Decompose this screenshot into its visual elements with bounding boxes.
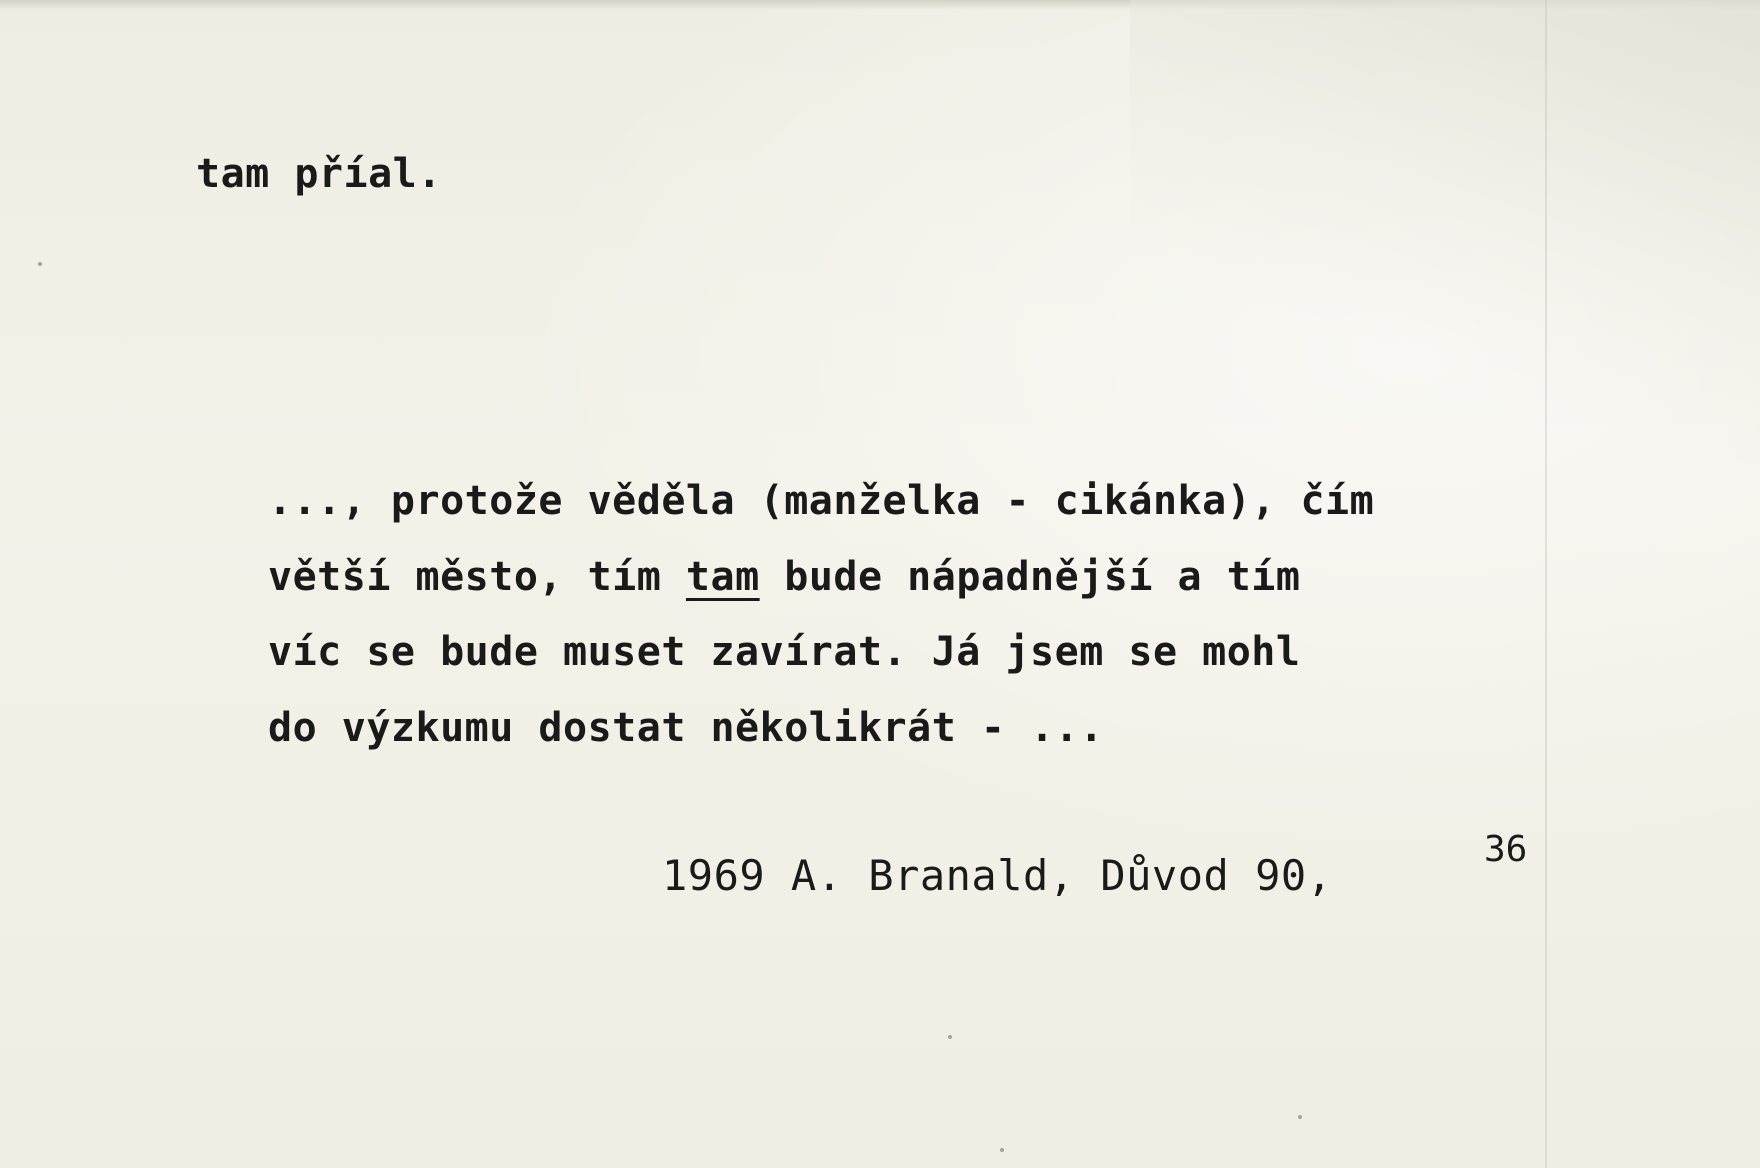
quote-line-4: do výzkumu dostat několikrát - ... bbox=[268, 705, 1104, 751]
paper-speck bbox=[1000, 1148, 1004, 1152]
source-citation: 1969 A. Branald, Důvod 90, bbox=[662, 851, 1333, 900]
paper-speck bbox=[948, 1035, 952, 1039]
underlined-headword: tam bbox=[685, 554, 760, 600]
quote-line-1: ..., protože věděla (manželka - cikánka), čím bbox=[268, 478, 1375, 524]
quote-line-2 bbox=[268, 553, 1300, 601]
card-right-edge bbox=[1545, 0, 1547, 1168]
paper-speck bbox=[38, 262, 42, 266]
paper-speck bbox=[1298, 1115, 1302, 1119]
card-top-edge bbox=[0, 0, 1760, 10]
quote-line-2-end: bude nápadnější a tím bbox=[759, 554, 1301, 600]
paper-fold-shade bbox=[1130, 0, 1760, 460]
page-number: 36 bbox=[1484, 829, 1528, 870]
quote-line-3: víc se bude muset zavírat. Já jsem se mohl bbox=[268, 629, 1301, 675]
quote-line-2-start: větší město, tím bbox=[268, 554, 686, 600]
headword: tam příal. bbox=[196, 151, 442, 197]
